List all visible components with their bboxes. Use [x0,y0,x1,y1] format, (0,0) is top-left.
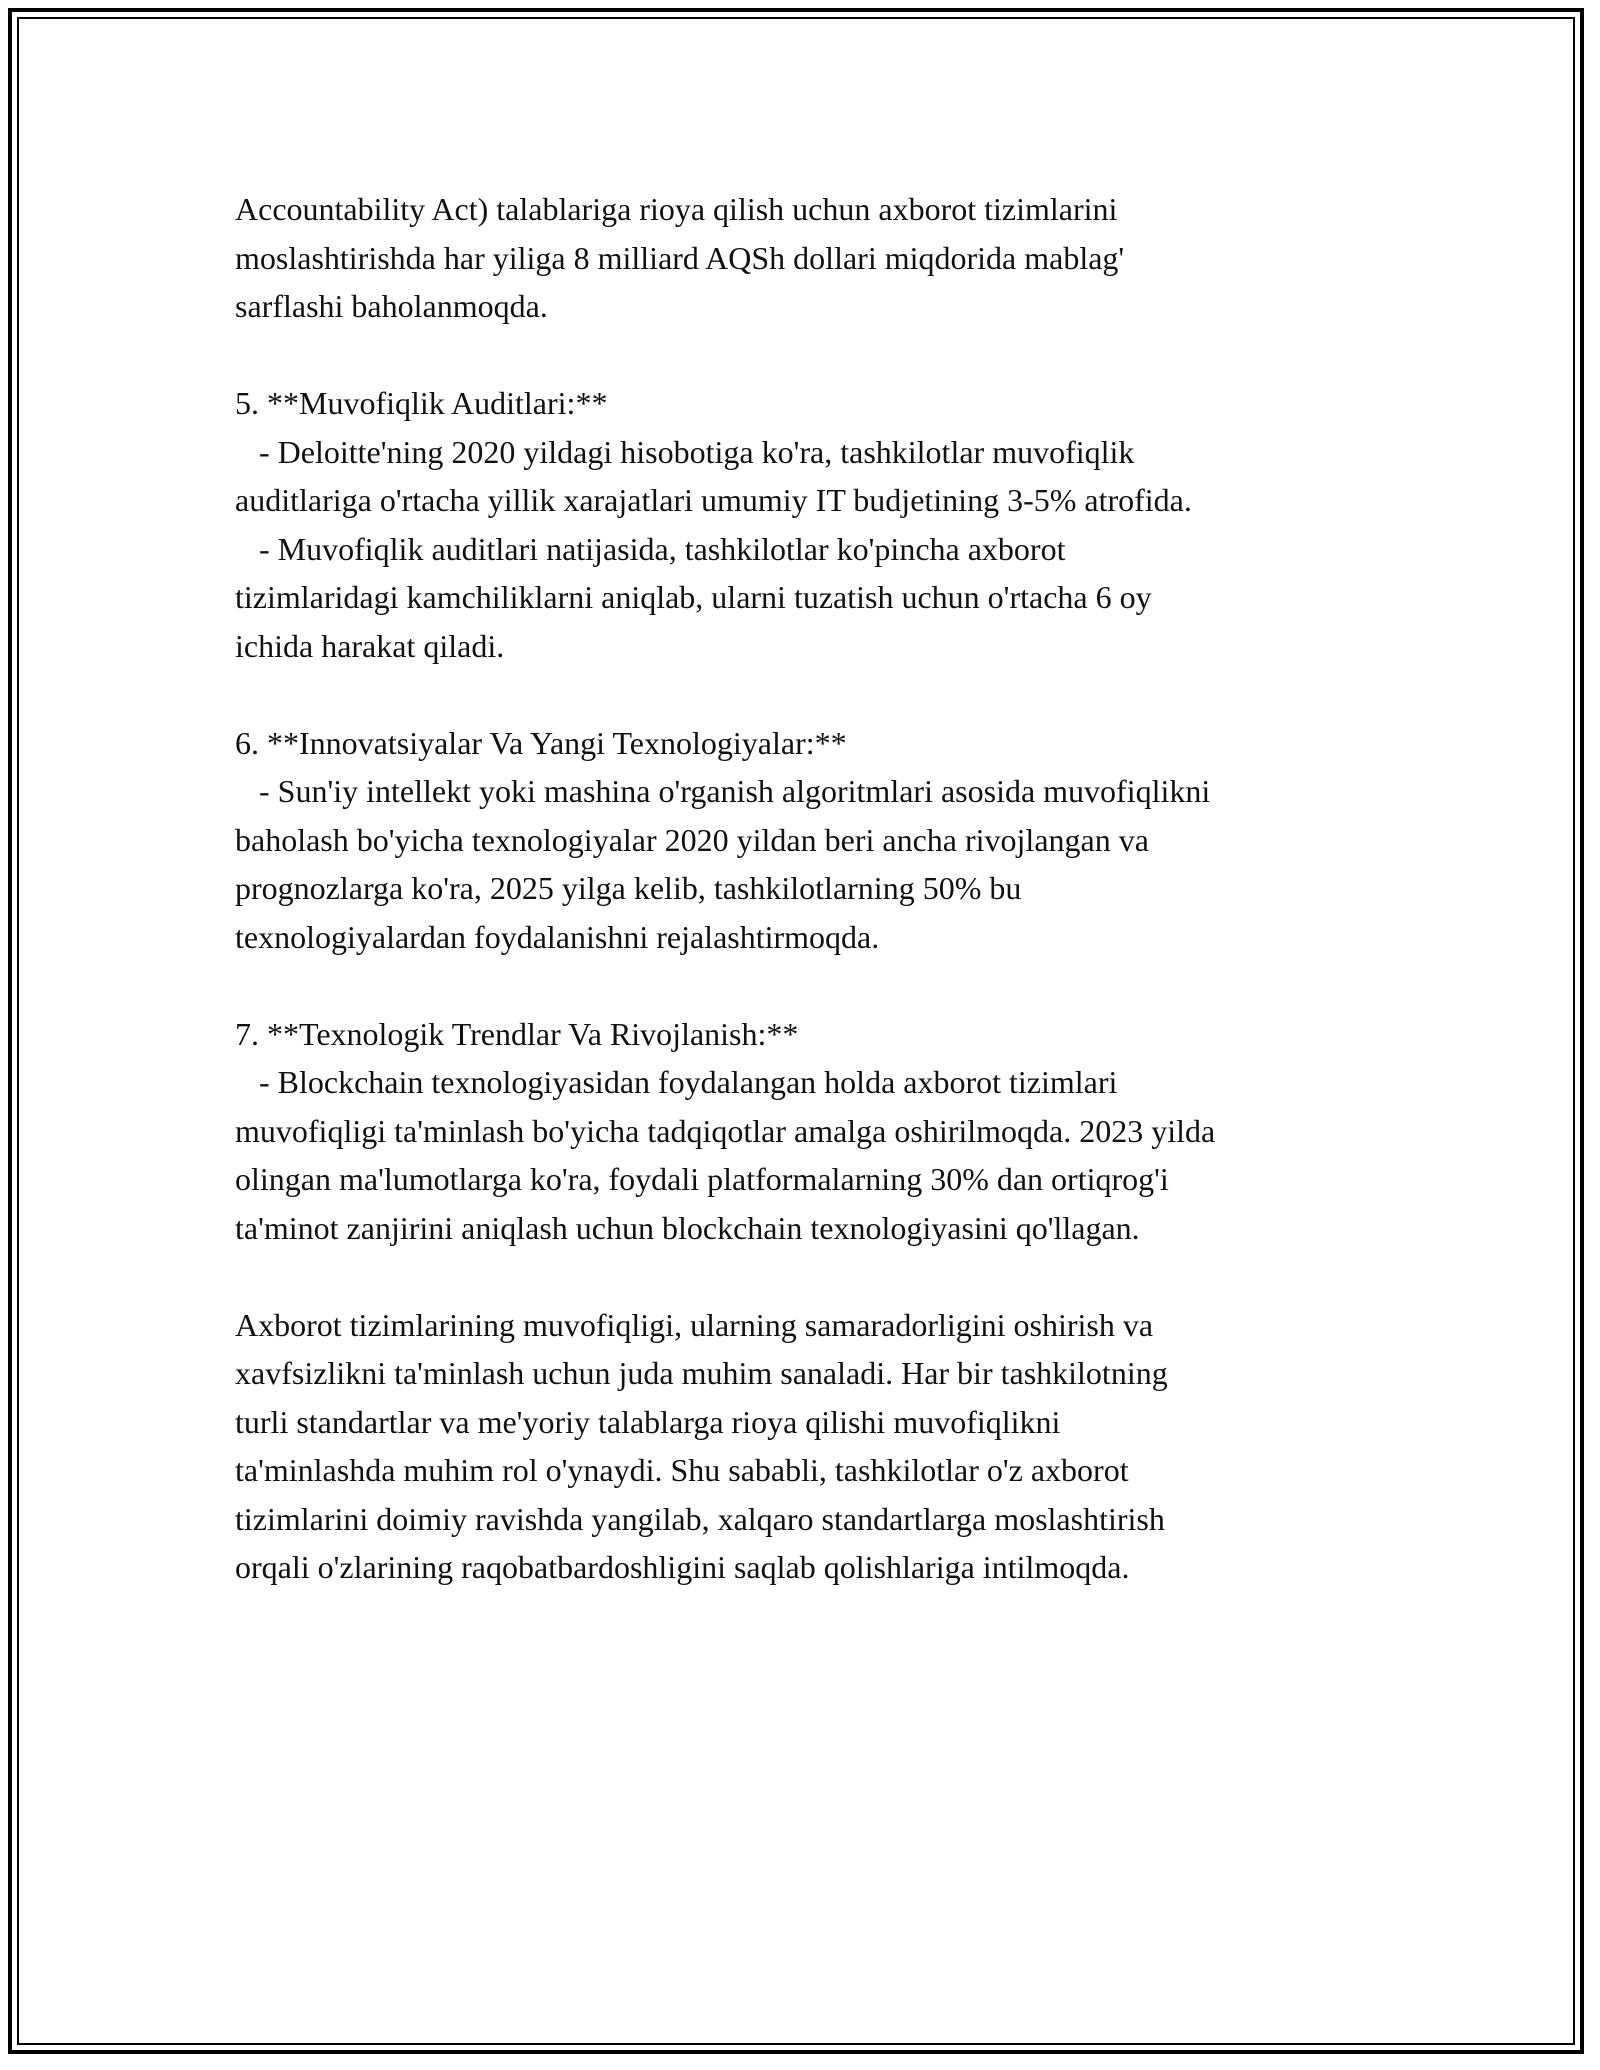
intro-paragraph [235,185,1385,331]
text-line: muvofiqligi ta'minlash bo'yicha tadqiqotlar amalga oshirilmoqda. 2023 yilda [235,1112,1216,1149]
text-line: baholash bo'yicha texnologiyalar 2020 yildan beri ancha rivojlangan va [235,821,1149,858]
section-heading: 6. **Innovatsiyalar Va Yangi Texnologiyalar:** [235,724,847,761]
section-5 [235,379,1385,670]
paragraph-gap [235,670,1385,719]
text-line: sarflashi baholanmoqda. [235,288,548,324]
text-line: olingan ma'lumotlarga ko'ra, foydali platformalarning 30% dan ortiqrog'i [235,1161,1169,1197]
text-line: Axborot tizimlarining muvofiqligi, ularning samaradorligini oshirish va [235,1306,1154,1343]
text-line: - Sun'iy intellekt yoki mashina o'rganish algoritmlari asosida muvofiqlikni [235,773,1211,809]
text-line: - Deloitte'ning 2020 yildagi hisobotiga ko'ra, tashkilotlar muvofiqlik [235,433,1135,470]
text-line: turli standartlar va me'yoriy talablarga rioya qilishi muvofiqlikni [235,1403,1061,1440]
text-line: tizimlarini doimiy ravishda yangilab, xalqaro standartlarga moslashtirish [235,1500,1165,1537]
text-line: tizimlaridagi kamchiliklarni aniqlab, ularni tuzatish uchun o'rtacha 6 oy [235,579,1152,615]
text-line: ta'minlashda muhim rol o'ynaydi. Shu sababli, tashkilotlar o'z axborot [235,1452,1129,1488]
conclusion-paragraph [235,1301,1385,1592]
section-6 [235,719,1385,962]
document-body [235,185,1385,1592]
text-line: prognozlarga ko'ra, 2025 yilga kelib, tashkilotlarning 50% bu [235,870,1022,906]
text-line: xavfsizlikni ta'minlash uchun juda muhim sanaladi. Har bir tashkilotning [235,1355,1168,1391]
section-heading: 5. **Muvofiqlik Auditlari:** [235,385,608,421]
text-line: ichida harakat qiladi. [235,627,505,664]
paragraph-gap [235,1252,1385,1301]
section-heading: 7. **Texnologik Trendlar Va Rivojlanish:** [235,1015,799,1052]
paragraph-gap [235,331,1385,380]
text-line: Accountability Act) talablariga rioya qilish uchun axborot tizimlarini [235,191,1118,227]
text-line: ta'minot zanjirini aniqlash uchun blockchain texnologiyasini qo'llagan. [235,1209,1140,1246]
text-line: texnologiyalardan foydalanishni rejalashtirmoqda. [235,918,880,955]
text-line: - Blockchain texnologiyasidan foydalangan holda axborot tizimlari [235,1064,1118,1100]
paragraph-gap [235,961,1385,1010]
section-7 [235,1010,1385,1253]
text-line: orqali o'zlarining raqobatbardoshligini saqlab qolishlariga intilmoqda. [235,1549,1130,1585]
text-line: auditlariga o'rtacha yillik xarajatlari umumiy IT budjetining 3-5% atrofida. [235,482,1192,518]
text-line: moslashtirishda har yiliga 8 milliard AQSh dollari miqdorida mablag' [235,239,1125,276]
text-line: - Muvofiqlik auditlari natijasida, tashkilotlar ko'pincha axborot [235,530,1066,567]
